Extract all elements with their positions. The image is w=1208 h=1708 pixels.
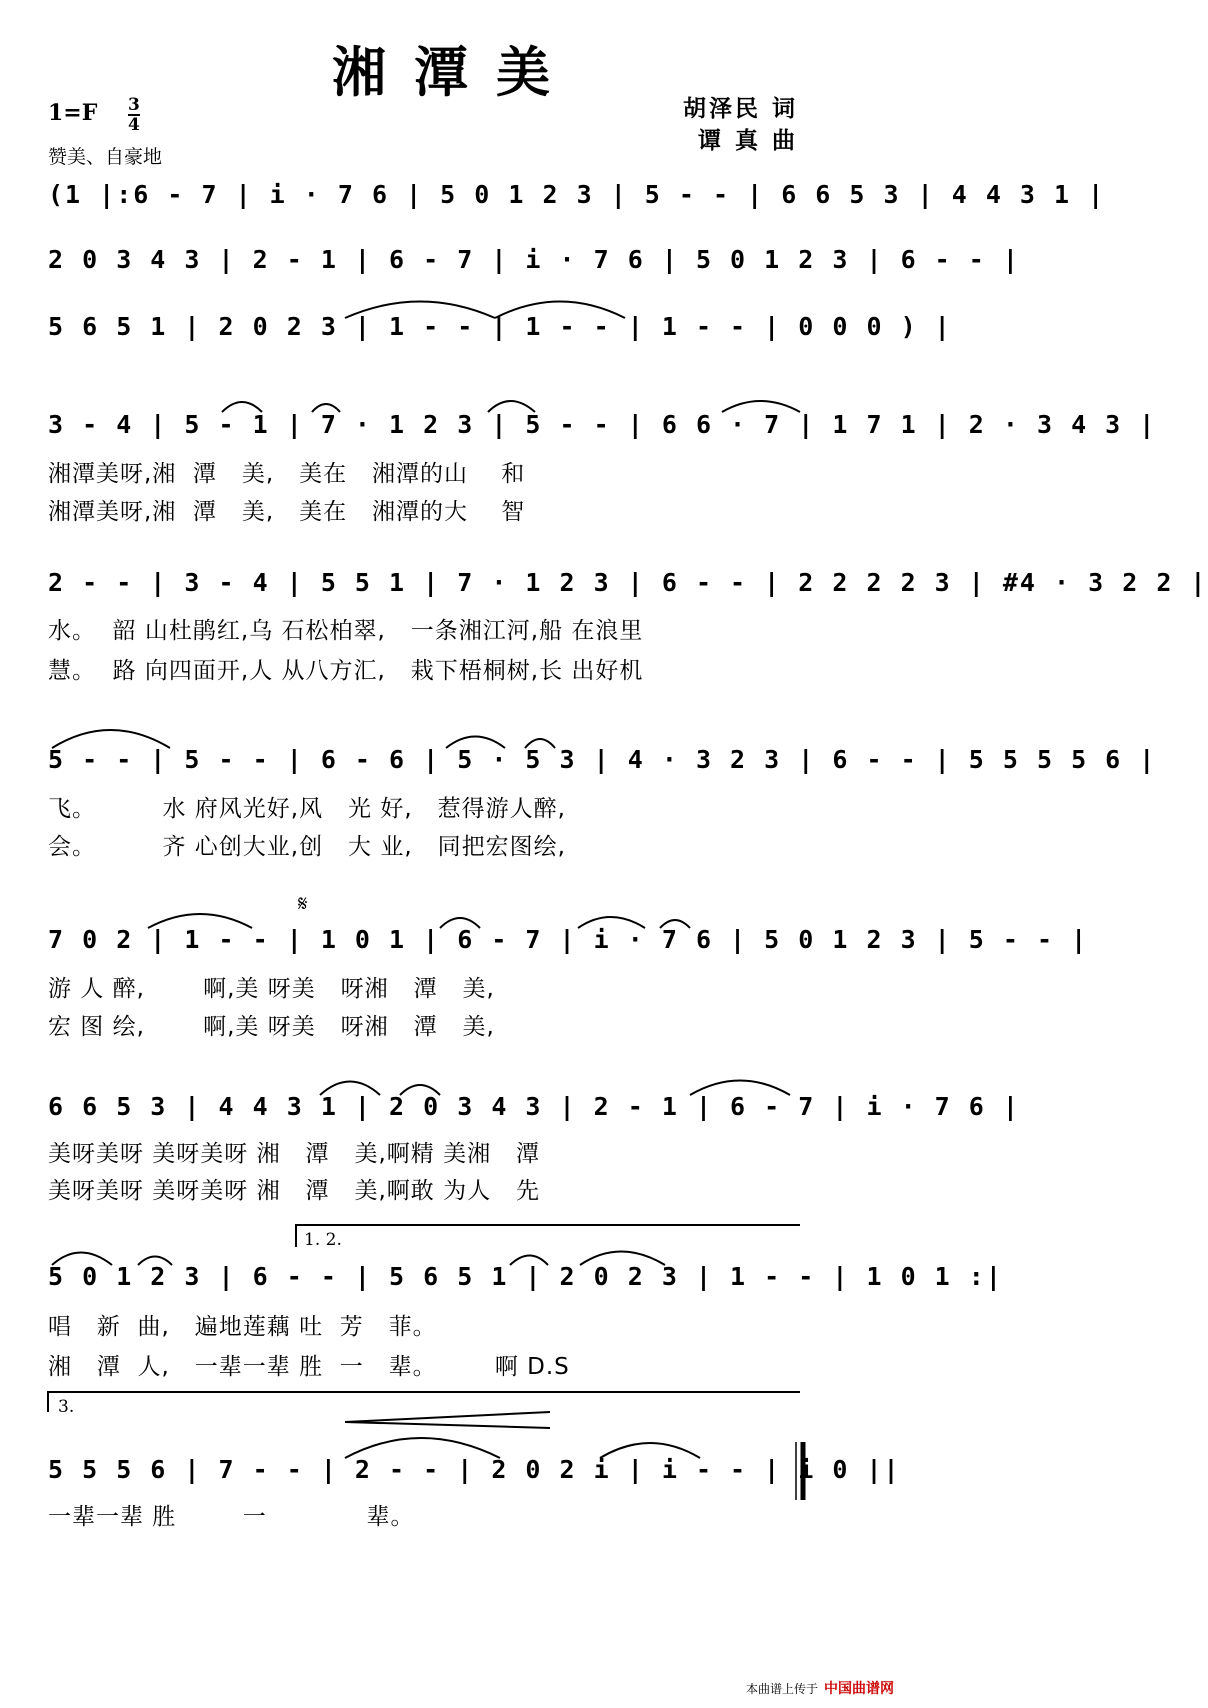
lyric-line-9-verse-1: 唱 新 曲, 遍地莲藕 吐 芳 菲。 xyxy=(48,1314,437,1340)
site-logo[interactable]: 中国曲谱网 xyxy=(824,1681,894,1697)
score-line-4: 3 - 4 | 5 - 1 | 7 · 1 2 3 | 5 - - | 6 6 · 7 | 1 7 1 | 2 · 3 4 3 | xyxy=(48,410,1157,439)
lyric-line-8-verse-2: 美呀美呀 美呀美呀 湘 潭 美,啊敢 为人 先 xyxy=(48,1178,541,1204)
lyric-line-8-verse-1: 美呀美呀 美呀美呀 湘 潭 美,啊精 美湘 潭 xyxy=(48,1141,541,1167)
score-line-7: 7 0 2 | 1 - - | 1 0 1 | 6 - 7 | i · 7 6 | 5 0 1 2 3 | 5 - - | xyxy=(48,925,1089,954)
lyric-line-5-verse-1: 水。 韶 山杜鹃红,乌 石松柏翠, 一条湘江河,船 在浪里 xyxy=(48,618,644,644)
score-line-6: 5 - - | 5 - - | 6 - 6 | 5 · 5 3 | 4 · 3 2 3 | 6 - - | 5 5 5 5 6 | xyxy=(48,745,1157,774)
score-line-9: 5 0 1 2 3 | 6 - - | 5 6 5 1 | 2 0 2 3 | 1 - - | 1 0 1 :| xyxy=(48,1262,1003,1291)
time-signature xyxy=(128,96,140,134)
composer: 谭 真 曲 xyxy=(697,128,798,154)
lyric-line-6-verse-2: 会。 齐 心创大业,创 大 业, 同把宏图绘, xyxy=(48,834,566,860)
footer-credit xyxy=(746,1678,894,1698)
song-title: 湘潭美 xyxy=(332,41,578,104)
score-line-3: 5 6 5 1 | 2 0 2 3 | 1 - - | 1 - - | 1 - - | 0 0 0 ) | xyxy=(48,312,952,341)
score-line-10: 5 5 5 6 | 7 - - | 2 - - | 2 0 2 i | i - - | i 0 || xyxy=(48,1455,901,1484)
lyricist: 胡泽民 词 xyxy=(682,96,798,122)
segno-sign: 𝄋 xyxy=(298,892,308,917)
footer-text: 本曲谱上传于 xyxy=(745,1681,818,1696)
lyric-line-7-verse-1: 游 人 醉, 啊,美 呀美 呀湘 潭 美, xyxy=(48,976,495,1002)
volta-third: 3. xyxy=(58,1397,75,1417)
score-line-8: 6 6 5 3 | 4 4 3 1 | 2 0 3 4 3 | 2 - 1 | 6 - 7 | i · 7 6 | xyxy=(48,1092,1020,1121)
time-top: 3 xyxy=(128,95,140,115)
key-signature: 1=F xyxy=(48,100,98,126)
lyric-line-10-verse-1: 一辈一辈 胜 一 辈。 xyxy=(48,1504,415,1530)
lyric-line-4-verse-2: 湘潭美呀,湘 潭 美, 美在 湘潭的大 智 xyxy=(48,499,526,525)
score-line-1: (1 |:6 - 7 | i · 7 6 | 5 0 1 2 3 | 5 - - | 6 6 5 3 | 4 4 3 1 | xyxy=(48,180,1106,209)
lyric-line-7-verse-2: 宏 图 绘, 啊,美 呀美 呀湘 潭 美, xyxy=(48,1014,495,1040)
score-line-5: 2 - - | 3 - 4 | 5 5 1 | 7 · 1 2 3 | 6 - - | 2 2 2 2 3 | #4 · 3 2 2 | xyxy=(48,568,1208,597)
tempo-marking: 赞美、自豪地 xyxy=(48,146,163,168)
volta-first-second: 1. 2. xyxy=(304,1230,342,1250)
lyric-line-5-verse-2: 慧。 路 向四面开,人 从八方汇, 栽下梧桐树,长 出好机 xyxy=(48,658,644,684)
lyric-line-4-verse-1: 湘潭美呀,湘 潭 美, 美在 湘潭的山 和 xyxy=(48,461,526,487)
lyric-line-6-verse-1: 飞。 水 府风光好,风 光 好, 惹得游人醉, xyxy=(48,796,566,822)
volta-bracket xyxy=(48,1392,800,1412)
score-line-2: 2 0 3 4 3 | 2 - 1 | 6 - 7 | i · 7 6 | 5 0 1 2 3 | 6 - - | xyxy=(48,245,1020,274)
hairpin-line xyxy=(345,1422,550,1428)
lyric-line-9-verse-2: 湘 潭 人, 一辈一辈 胜 一 辈。 啊 D.S xyxy=(48,1354,570,1380)
time-bottom: 4 xyxy=(128,115,140,135)
hairpin-line xyxy=(345,1412,550,1422)
volta-bracket xyxy=(296,1225,800,1247)
